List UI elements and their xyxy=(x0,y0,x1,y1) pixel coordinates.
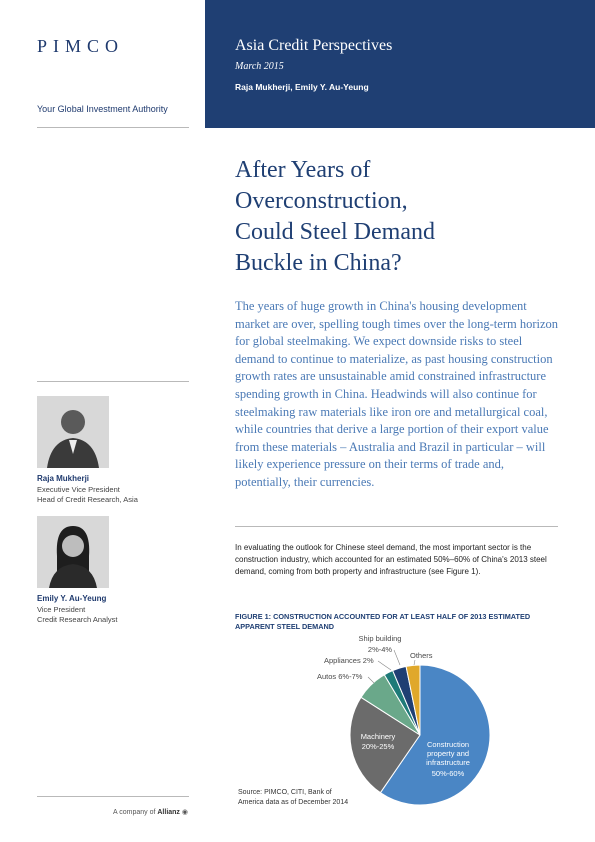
divider xyxy=(37,796,189,797)
pie-label-others: Others xyxy=(410,651,433,660)
pie-label-autos: Autos 6%-7% xyxy=(317,672,363,681)
pie-label-shipbuilding-value: 2%-4% xyxy=(367,645,393,654)
source-line: Source: PIMCO, CITI, Bank of xyxy=(238,789,332,796)
headline-line: Buckle in China? xyxy=(235,250,402,276)
figure-title-line: FIGURE 1: CONSTRUCTION ACCOUNTED FOR AT LEAST HALF OF 2013 ESTIMATED xyxy=(235,612,531,621)
headline-line: Overconstruction, xyxy=(235,188,408,214)
pie-label-construction-value: 50%-60% xyxy=(431,769,465,778)
pie-label-construction: infrastructure xyxy=(426,758,470,767)
figure-source xyxy=(238,788,378,808)
divider xyxy=(37,381,189,382)
pie-label-machinery: Machinery xyxy=(360,732,396,741)
pie-label-appliances: Appliances 2% xyxy=(324,656,374,665)
headline xyxy=(235,155,555,279)
author-photo-raja xyxy=(37,396,109,468)
header-band xyxy=(205,0,595,128)
tagline: Your Global Investment Authority xyxy=(37,104,168,114)
leader-line xyxy=(378,661,391,670)
author-dept: Credit Research Analyst xyxy=(37,615,118,624)
allianz-logo: Allianz xyxy=(157,809,180,816)
pie-label-shipbuilding: Ship building xyxy=(358,634,402,643)
pie-label-construction: Construction xyxy=(426,740,470,749)
leader-line xyxy=(368,677,374,683)
author-photo-emily xyxy=(37,516,109,588)
publication-title: Asia Credit Perspectives xyxy=(235,37,393,54)
figure-title-line: APPARENT STEEL DEMAND xyxy=(235,622,335,631)
summary-paragraph: The years of huge growth in China's housing development market are over, spelling tough times over the long-term horizon for global steelmaking. We expect downside risks to steel demand to continue to materialize, as past housing construction growth rates are unsustainable amid constrained infrastructure spending growth in China. Headwinds will also continue for steelmaking raw materials like iron ore and metallurgical coal, while countries that derive a large portion of their export value from these materials – Australia and Brazil in particular – will likely experience pressure on their terms of trade and, potentially, their currencies. xyxy=(235,299,559,489)
pie-chart xyxy=(300,630,520,810)
author-dept: Head of Credit Research, Asia xyxy=(37,495,138,504)
figure-title xyxy=(235,612,555,632)
leader-line xyxy=(414,660,415,665)
body-paragraph: In evaluating the outlook for Chinese steel demand, the most important sector is the construction industry, which accounted for an estimated 50%–60% of China's 2013 steel demand, coming from both property and infrastructure (see Figure 1). xyxy=(235,543,547,576)
pimco-logo: PIMCO xyxy=(37,36,125,56)
author-title: Vice President xyxy=(37,605,86,614)
author-name: Emily Y. Au-Yeung xyxy=(37,594,107,603)
author-title: Executive Vice President xyxy=(37,485,120,494)
allianz-icon: ◉ xyxy=(181,809,188,816)
company-prefix: A company of xyxy=(113,809,156,816)
pie-label-machinery-value: 20%-25% xyxy=(361,742,395,751)
portrait-icon xyxy=(37,516,109,588)
pie-label-construction: property and xyxy=(426,749,470,758)
company-mark xyxy=(113,808,188,816)
publication-authors: Raja Mukherji, Emily Y. Au-Yeung xyxy=(235,82,369,92)
divider xyxy=(37,127,189,128)
leader-line xyxy=(394,650,400,665)
author-name: Raja Mukherji xyxy=(37,474,90,483)
headline-line: After Years of xyxy=(235,157,371,183)
portrait-icon xyxy=(37,396,109,468)
headline-line: Could Steel Demand xyxy=(235,219,435,245)
source-line: America data as of December 2014 xyxy=(238,799,349,806)
divider xyxy=(235,526,558,527)
publication-date: March 2015 xyxy=(235,61,284,72)
